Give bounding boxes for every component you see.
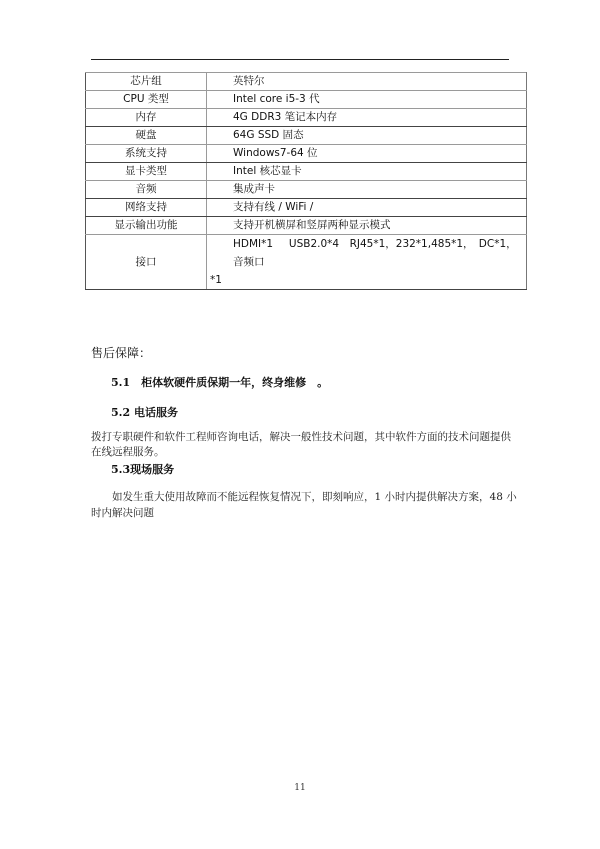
spec-value: 集成声卡 xyxy=(207,181,527,199)
table-row xyxy=(86,145,527,163)
after-sales-title: 售后保障： xyxy=(91,346,152,360)
spec-value: 支持开机横屏和竖屏两种显示模式 xyxy=(207,217,527,235)
spec-value: Intel core i5-3 代 xyxy=(207,91,527,109)
section-5-1-heading: 5.1 柜体软硬件质保期一年，终身维修 。 xyxy=(111,376,329,389)
spec-value: 64G SSD 固态 xyxy=(207,127,527,145)
spec-value: Intel 核芯显卡 xyxy=(207,163,527,181)
spec-table xyxy=(85,72,527,290)
spec-value: 4G DDR3 笔记本内存 xyxy=(207,109,527,127)
header-rule xyxy=(91,59,509,60)
table-row xyxy=(86,199,527,217)
spec-key: 接口 xyxy=(86,235,207,290)
spec-key: 显示输出功能 xyxy=(86,217,207,235)
spec-value xyxy=(207,235,527,290)
table-row xyxy=(86,109,527,127)
section-5-2-heading: 5.2 电话服务 xyxy=(111,406,178,419)
section-5-2-body: 拨打专职硬件和软件工程师咨询电话，解决一般性技术问题，其中软件方面的技术问题提供在线远程服务。 xyxy=(91,431,511,458)
spec-key: CPU 类型 xyxy=(86,91,207,109)
table-row xyxy=(86,73,527,91)
table-row xyxy=(86,163,527,181)
table-row xyxy=(86,127,527,145)
spec-key: 硬盘 xyxy=(86,127,207,145)
spec-key: 音频 xyxy=(86,181,207,199)
table-row xyxy=(86,235,527,290)
interface-line-1: HDMI*1 USB2.0*4 RJ45*1，232*1,485*1， DC*1，音频口 xyxy=(233,238,517,268)
section-5-3-heading: 5.3现场服务 xyxy=(111,463,175,476)
interface-line-2: *1 xyxy=(210,274,222,286)
spec-key: 显卡类型 xyxy=(86,163,207,181)
spec-value: 英特尔 xyxy=(207,73,527,91)
table-row xyxy=(86,181,527,199)
spec-key: 系统支持 xyxy=(86,145,207,163)
section-5-3-body: 如发生重大使用故障而不能远程恢复情况下，即刻响应，1 小时内提供解决方案，48 小时内解决问题 xyxy=(91,491,517,519)
page-number: 11 xyxy=(294,783,306,793)
spec-value: Windows7-64 位 xyxy=(207,145,527,163)
table-row xyxy=(86,91,527,109)
spec-key: 芯片组 xyxy=(86,73,207,91)
spec-value: 支持有线 / WiFi / xyxy=(207,199,527,217)
spec-key: 内存 xyxy=(86,109,207,127)
spec-key: 网络支持 xyxy=(86,199,207,217)
table-row xyxy=(86,217,527,235)
